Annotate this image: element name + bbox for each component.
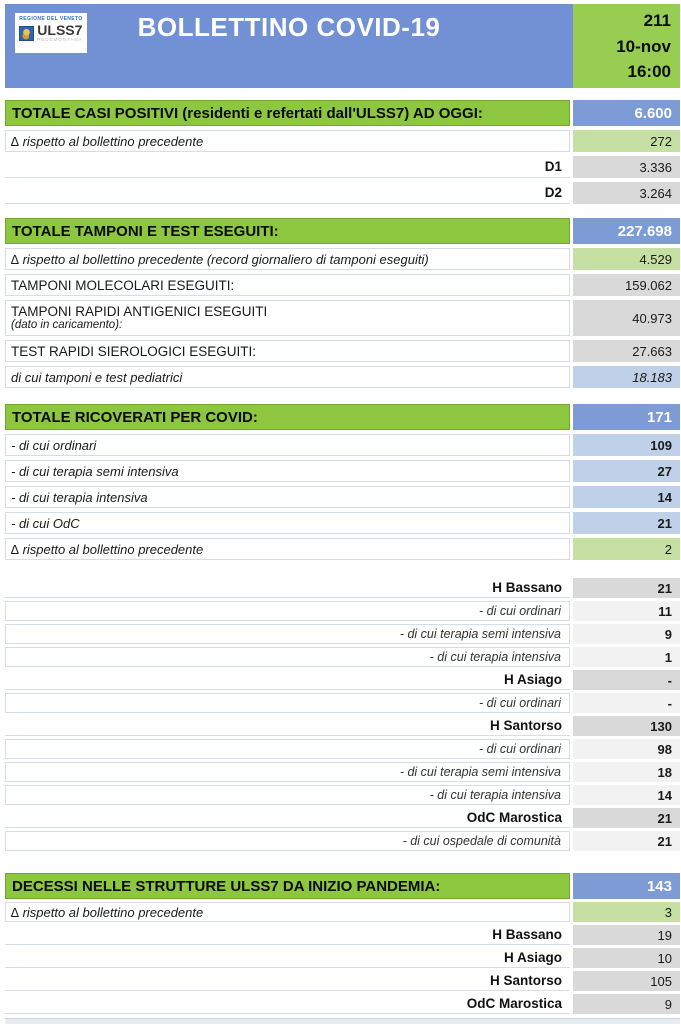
table-row	[5, 716, 680, 736]
next-row-partial	[5, 1018, 680, 1024]
row-value: 21	[573, 512, 680, 534]
row-value: 109	[573, 434, 680, 456]
row-label: - di cui ordinari	[5, 739, 570, 759]
table-row	[5, 274, 680, 296]
row-value: 159.062	[573, 274, 680, 296]
row-value: 4.529	[573, 248, 680, 270]
row-label: H Santorso	[5, 716, 570, 736]
row-label: - di cui terapia semi intensiva	[5, 624, 570, 644]
row-value: 14	[573, 486, 680, 508]
section-total-value: 171	[573, 404, 680, 430]
table-row	[5, 948, 680, 968]
row-value: 98	[573, 739, 680, 759]
section-rows	[5, 902, 680, 1014]
table-row	[5, 601, 680, 621]
section-header	[5, 404, 680, 430]
row-value: 18	[573, 762, 680, 782]
row-label-line2: (dato in caricamento):	[11, 319, 123, 331]
banner-blue-area	[5, 4, 573, 88]
row-label: H Asiago	[5, 670, 570, 690]
table-row	[5, 624, 680, 644]
row-value: 11	[573, 601, 680, 621]
row-label: TAMPONI MOLECOLARI ESEGUITI:	[5, 274, 570, 296]
logo-row	[17, 24, 85, 42]
row-value: 272	[573, 130, 680, 152]
section-ricoverati	[5, 404, 680, 560]
table-row	[5, 831, 680, 851]
table-row	[5, 739, 680, 759]
table-row	[5, 512, 680, 534]
table-row	[5, 578, 680, 598]
row-label: TEST RAPIDI SIEROLOGICI ESEGUITI:	[5, 340, 570, 362]
region-label: REGIONE DEL VENETO	[19, 16, 83, 22]
section-rows	[5, 578, 680, 851]
row-label-line1: TAMPONI RAPIDI ANTIGENICI ESEGUITI	[11, 304, 268, 319]
table-row	[5, 808, 680, 828]
row-label: - di cui terapia intensiva	[5, 486, 570, 508]
row-label: di cui tamponi e test pediatrici	[5, 366, 570, 388]
table-row	[5, 182, 680, 204]
bulletin-page	[5, 4, 680, 1024]
ulss7-logo	[15, 13, 87, 53]
row-label: ∆ rispetto al bollettino precedente	[5, 902, 570, 922]
row-value: 18.183	[573, 366, 680, 388]
section-tamponi	[5, 218, 680, 388]
row-value: 9	[573, 624, 680, 644]
row-label: H Santorso	[5, 971, 570, 991]
section-header	[5, 100, 680, 126]
row-value: 3.336	[573, 156, 680, 178]
row-label: - di cui terapia semi intensiva	[5, 460, 570, 482]
row-label: ∆ rispetto al bollettino precedente (record giornaliero di tamponi eseguiti)	[5, 248, 570, 270]
section-title: TOTALE RICOVERATI PER COVID:	[5, 404, 570, 430]
section-rows	[5, 248, 680, 388]
table-row	[5, 486, 680, 508]
section-total-value: 227.698	[573, 218, 680, 244]
table-row	[5, 538, 680, 560]
bulletin-info-box	[573, 4, 680, 88]
section-total-value: 6.600	[573, 100, 680, 126]
row-value: 9	[573, 994, 680, 1014]
bulletin-number: 211	[643, 11, 671, 30]
section-rows	[5, 434, 680, 560]
row-value: 1	[573, 647, 680, 667]
row-label: - di cui OdC	[5, 512, 570, 534]
section-total-value: 143	[573, 873, 680, 899]
section-header	[5, 218, 680, 244]
table-row	[5, 971, 680, 991]
venetian-lion-icon	[19, 26, 34, 41]
page-title: BOLLETTINO COVID-19	[137, 12, 441, 42]
row-label: OdC Marostica	[5, 994, 570, 1014]
table-row	[5, 300, 680, 336]
row-value: 3.264	[573, 182, 680, 204]
table-row	[5, 460, 680, 482]
row-value: 130	[573, 716, 680, 736]
logo-names	[37, 24, 82, 42]
row-label: D1	[5, 156, 570, 178]
row-value: 19	[573, 925, 680, 945]
row-value: 10	[573, 948, 680, 968]
row-label: - di cui ordinari	[5, 601, 570, 621]
section-title: TOTALE CASI POSITIVI (residenti e refertati dall'ULSS7) AD OGGI:	[5, 100, 570, 126]
table-row	[5, 130, 680, 152]
section-title: TOTALE TAMPONI E TEST ESEGUITI:	[5, 218, 570, 244]
bulletin-time: 16:00	[627, 62, 671, 81]
section-decessi	[5, 873, 680, 1014]
row-value: 105	[573, 971, 680, 991]
bulletin-date: 10-nov	[616, 36, 671, 56]
row-value: 40.973	[573, 300, 680, 336]
row-value: 3	[573, 902, 680, 922]
table-row	[5, 994, 680, 1014]
row-label	[5, 300, 570, 336]
row-label: - di cui terapia semi intensiva	[5, 762, 570, 782]
table-row	[5, 693, 680, 713]
header-banner	[5, 4, 680, 88]
row-value: 21	[573, 578, 680, 598]
row-value: 14	[573, 785, 680, 805]
section-rows	[5, 130, 680, 204]
row-value: 27	[573, 460, 680, 482]
logo-org-subtitle: PEDEMONTANA	[37, 37, 83, 42]
row-label: OdC Marostica	[5, 808, 570, 828]
section-title: DECESSI NELLE STRUTTURE ULSS7 DA INIZIO PANDEMIA:	[5, 873, 570, 899]
table-row	[5, 902, 680, 922]
table-row	[5, 366, 680, 388]
table-row	[5, 248, 680, 270]
row-label: H Bassano	[5, 925, 570, 945]
table-row	[5, 340, 680, 362]
row-label: - di cui ospedale di comunità	[5, 831, 570, 851]
row-value: 21	[573, 831, 680, 851]
section-strutture	[5, 578, 680, 851]
table-row	[5, 785, 680, 805]
row-label: - di cui terapia intensiva	[5, 647, 570, 667]
row-value: -	[573, 670, 680, 690]
logo-org-name: ULSS7	[37, 22, 83, 38]
table-row	[5, 434, 680, 456]
table-row	[5, 670, 680, 690]
table-row	[5, 925, 680, 945]
section-header	[5, 873, 680, 899]
row-value: -	[573, 693, 680, 713]
row-value: 2	[573, 538, 680, 560]
row-value: 27.663	[573, 340, 680, 362]
row-label: D2	[5, 182, 570, 204]
row-label: H Bassano	[5, 578, 570, 598]
table-row	[5, 762, 680, 782]
table-row	[5, 647, 680, 667]
section-casi-positivi	[5, 100, 680, 204]
row-label: H Asiago	[5, 948, 570, 968]
row-label: - di cui terapia intensiva	[5, 785, 570, 805]
row-label: ∆ rispetto al bollettino precedente	[5, 538, 570, 560]
row-label: - di cui ordinari	[5, 693, 570, 713]
row-label: ∆ rispetto al bollettino precedente	[5, 130, 570, 152]
table-row	[5, 156, 680, 178]
row-value: 21	[573, 808, 680, 828]
row-label: - di cui ordinari	[5, 434, 570, 456]
